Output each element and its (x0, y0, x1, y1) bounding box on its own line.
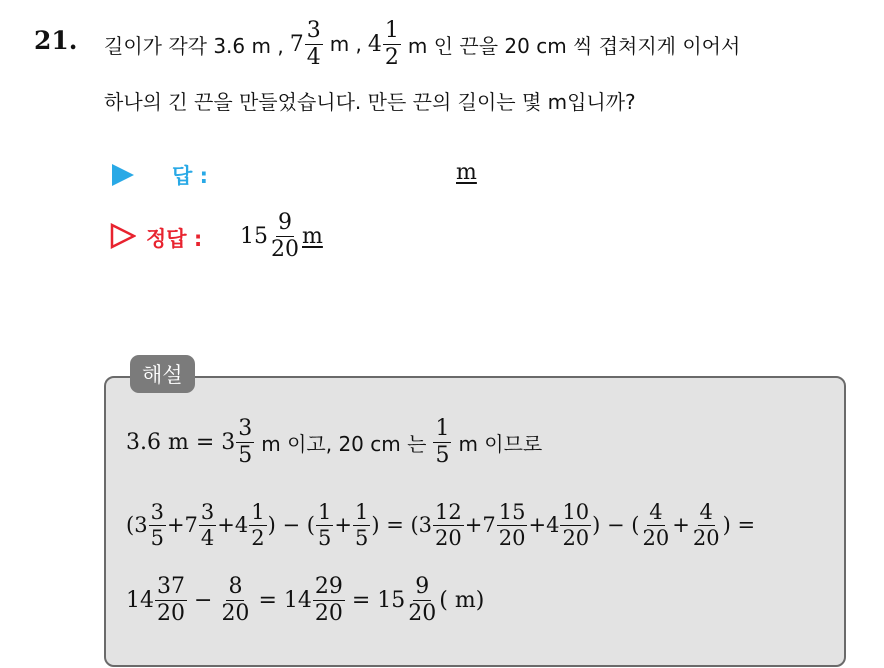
fraction-whole: 15 (240, 223, 268, 249)
math-text: = 14 (258, 587, 312, 613)
denominator: 2 (384, 44, 399, 70)
fraction (236, 415, 254, 468)
denominator: 5 (317, 525, 332, 550)
denominator: 5 (150, 525, 164, 550)
numerator: 9 (415, 573, 430, 599)
math-text: ) − ( (592, 513, 640, 537)
math-text: +7 (464, 513, 496, 537)
question-line-1 (104, 16, 740, 72)
math-text: ) = (722, 513, 756, 537)
solution-line-3 (126, 572, 484, 628)
fraction (641, 499, 672, 550)
numerator: 3 (306, 17, 321, 43)
numerator: 1 (251, 499, 265, 524)
question-text-1: 길이가 각각 3.6 m , (104, 33, 284, 58)
fraction (383, 17, 401, 70)
numerator: 1 (317, 499, 332, 524)
numerator: 1 (384, 17, 399, 43)
fraction (433, 415, 451, 468)
answer-label: 답 : (172, 164, 208, 188)
math-text: − (194, 587, 213, 613)
correct-answer-label: 정답 : (146, 227, 203, 251)
numerator: 1 (354, 499, 369, 524)
denominator: 20 (435, 525, 462, 550)
numerator: 4 (699, 499, 713, 524)
denominator: 4 (200, 525, 215, 550)
denominator: 2 (251, 525, 265, 550)
math-text: 14 (126, 587, 154, 613)
fraction (149, 499, 166, 550)
math-text: + (672, 513, 690, 537)
numerator: 8 (228, 573, 243, 599)
fraction (155, 573, 187, 626)
correct-answer-unit: m (302, 223, 323, 249)
play-arrow-icon (112, 164, 134, 186)
numerator: 1 (435, 415, 450, 441)
denominator: 20 (562, 525, 590, 550)
fraction (433, 499, 464, 550)
denominator: 20 (157, 600, 185, 626)
fraction-whole: 4 (367, 31, 382, 57)
numerator: 3 (150, 499, 164, 524)
numerator: 9 (278, 209, 292, 235)
solution-line-2 (126, 497, 755, 553)
answer-unit: m (456, 160, 477, 185)
math-text: + (334, 513, 352, 537)
correct-answer-value (240, 208, 323, 264)
denominator: 20 (408, 600, 437, 626)
numerator: 12 (435, 499, 462, 524)
fraction (560, 499, 591, 550)
solution-line-1 (126, 414, 542, 470)
denominator: 20 (314, 600, 343, 626)
denominator: 4 (306, 44, 321, 70)
math-text: +4 (528, 513, 560, 537)
math-text: = 15 (351, 587, 406, 613)
numerator: 15 (498, 499, 526, 524)
math-text: (3 (126, 513, 148, 537)
fraction (497, 499, 528, 550)
math-text: ) = (3 (371, 513, 433, 537)
denominator: 5 (238, 442, 253, 468)
denominator: 20 (642, 525, 670, 550)
numerator: 3 (200, 499, 215, 524)
denominator: 20 (692, 525, 720, 550)
math-text: ( m) (439, 587, 485, 613)
denominator: 20 (221, 600, 250, 626)
question-text-3: m 인 끈을 20 cm 씩 겹쳐지게 이어서 (407, 33, 741, 58)
numerator: 4 (649, 499, 663, 524)
denominator: 5 (435, 442, 450, 468)
denominator: 5 (354, 525, 369, 550)
outline-arrow-icon (110, 223, 136, 249)
denominator: 20 (498, 525, 526, 550)
denominator: 20 (271, 236, 299, 262)
solution-tag: 해설 (130, 355, 195, 393)
math-text: +4 (217, 513, 249, 537)
question-number: 21. (34, 26, 78, 55)
numerator: 29 (314, 573, 343, 599)
math-text: +7 (166, 513, 198, 537)
fraction (219, 573, 251, 626)
fraction (313, 573, 345, 626)
fraction (199, 499, 216, 550)
math-text: m 이고, 20 cm 는 (261, 431, 427, 456)
fraction (249, 499, 266, 550)
numerator: 37 (157, 573, 185, 599)
question-text-2: m , (329, 32, 362, 56)
fraction (691, 499, 722, 550)
numerator: 10 (562, 499, 590, 524)
math-text: ) − ( (267, 513, 315, 537)
fraction-whole: 7 (289, 31, 304, 57)
fraction (316, 499, 333, 550)
fraction (269, 209, 301, 262)
fraction (305, 17, 323, 70)
question-line-2: 하나의 긴 끈을 만들었습니다. 만든 끈의 길이는 몇 m입니까? (104, 89, 636, 114)
fraction (406, 573, 438, 626)
math-text: m 이므로 (458, 431, 543, 456)
math-text: 3.6 m = 3 (126, 429, 236, 455)
numerator: 3 (238, 415, 253, 441)
fraction (353, 499, 370, 550)
